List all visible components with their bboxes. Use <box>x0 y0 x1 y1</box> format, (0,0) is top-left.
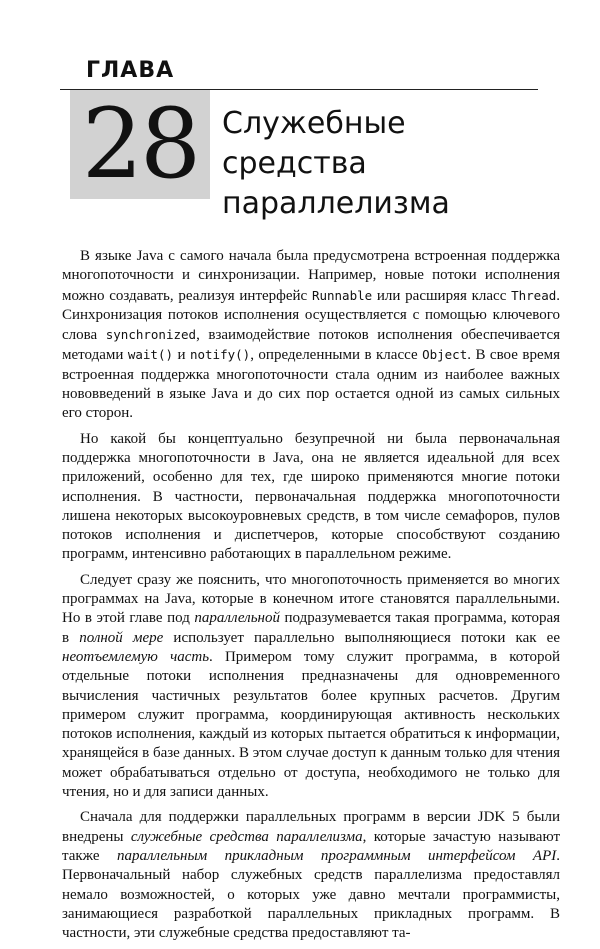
code-notify: notify() <box>189 347 251 363</box>
text-run: использует параллельно выполняющиеся потоки как ее <box>163 629 560 646</box>
emphasis-concurrent-api: параллельным прикладным программным интерфейсом API <box>116 847 557 864</box>
paragraph-3 <box>62 571 560 803</box>
text-run: , определенными в классе <box>250 347 423 364</box>
code-wait: wait() <box>127 347 174 363</box>
body-text <box>62 247 560 949</box>
chapter-title <box>222 104 552 224</box>
text-run: . Синхронизация потоков исполнения осуществляется с помощью ключевого слова <box>62 287 560 344</box>
emphasis-parallel: параллельной <box>194 610 280 627</box>
chapter-label: ГЛАВА <box>86 58 175 83</box>
text-run: . Примером тому служит программа, в которой отдельные потоки исполнения предназначены для одновременного вычисления частичных результатов более крупных расчетов. Другим примером служит программа, координирующая активность нескольких потоков исполнения, каждый из которых пытается обратиться к информации, хранящейся в базе данных. В этом случае доступ к данным только для чтения может обрабатываться отдельно от доступа, необходимого не только для чтения, но и для записи данных. <box>62 648 561 801</box>
text-run: . Первоначальный набор служебных средств параллелизма предоставлял немало возможностей, о которых уже давно мечтали программисты, занимающиеся разработкой параллельных прикладных программ. В частности, эти служебные средства предоставляют та- <box>62 847 560 942</box>
text-run: подразумевается такая программа, которая в <box>62 610 561 646</box>
paragraph-1 <box>62 247 560 424</box>
text-run: . В свое время встроенная поддержка многопоточности стала одним из наиболее важных нововведений в языке Java и до сих пор остается одной из самых сильных его сторон. <box>62 347 561 422</box>
emphasis-integral-part: неотъемлемую часть <box>62 648 210 665</box>
text-run: , которые зачастую называют также <box>62 828 561 864</box>
text-run: или расширяя класс <box>372 287 512 304</box>
text-run: Сначала для поддержки параллельных программ в версии JDK 5 были внедрены <box>62 809 560 845</box>
text-run: , взаимодействие потоков исполнения обеспечивается методами <box>62 327 560 364</box>
code-object: Object <box>422 347 468 363</box>
text-run: Но какой бы концептуально безупречной ни была первоначальная поддержка многопоточности в Java, она не является идеальной для всех приложений, особенно для тех, где широко применяются многие потоки исполнения. В частности, первоначальная поддержка многопоточности лишена некоторых высокоуровневых средств, в том числе семафоров, пулов потоков исполнения и диспетчеров, которые способствуют созданию программ, интенсивно работающих в параллельном режиме. <box>62 430 560 563</box>
chapter-number: 28 <box>81 88 199 200</box>
text-run: и <box>173 347 190 364</box>
paragraph-2 <box>62 430 560 565</box>
emphasis-concurrency-utilities: служебные средства параллелизма <box>130 828 363 845</box>
text-run: Следует сразу же пояснить, что многопоточность применяется во многих программах на Java, которые в конечном итоге становятся параллельными. Но в этой главе под <box>62 571 560 627</box>
emphasis-full-measure: полной мере <box>79 629 164 646</box>
chapter-title-line-2: параллелизма <box>222 186 450 221</box>
paragraph-4 <box>62 808 560 943</box>
code-runnable: Runnable <box>311 287 373 303</box>
code-thread: Thread <box>511 287 557 303</box>
chapter-title-line-1: Служебные средства <box>222 106 406 181</box>
text-run: В языке Java с самого начала была предусмотрена встроенная поддержка многопоточности и синхронизации. Например, новые потоки исполнения можно создавать, реализуя интерфейс <box>62 248 560 304</box>
code-synchronized: synchronized <box>105 327 197 343</box>
